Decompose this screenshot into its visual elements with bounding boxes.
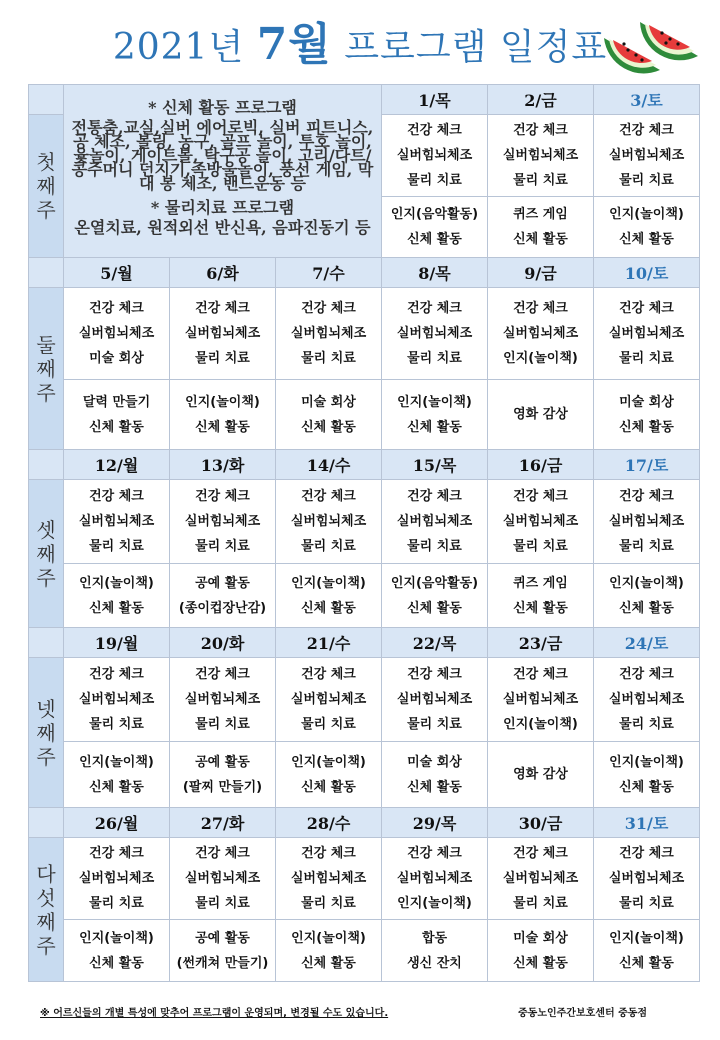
activity-line: 미술 회상 (513, 930, 568, 946)
info-body-therapy: 온열치료, 원적외선 반신욕, 음파진동기 등 (74, 218, 371, 237)
date-cell: 8/목 (382, 258, 488, 288)
schedule-row-afternoon (29, 742, 700, 808)
activity-line: 물리 치료 (195, 896, 250, 911)
activity-line: 물리 치료 (619, 896, 674, 911)
activity-line: 신체 활동 (407, 779, 462, 795)
footer-note: ※ 어르신들의 개별 특성에 맞추어 프로그램이 운영되며, 변경될 수도 있습니다. (40, 1008, 389, 1019)
activity-line: 실버힘뇌체조 (396, 148, 473, 163)
activity-line: 건강 체크 (619, 667, 674, 682)
date-cell: 12/월 (64, 450, 170, 480)
date-cell: 15/목 (382, 450, 488, 480)
activity-line: 신체 활동 (407, 232, 462, 247)
activity-cell (488, 564, 594, 628)
activity-cell (64, 742, 170, 808)
activity-line: 신체 활동 (89, 600, 144, 616)
activity-line: 인지(놀이책) (609, 754, 684, 770)
activity-line: 건강 체크 (407, 301, 462, 316)
activity-line: 인지(놀이책) (609, 930, 684, 946)
week-label-cell (29, 288, 64, 450)
date-cell: 21/수 (276, 628, 382, 658)
date-cell: 7/수 (276, 258, 382, 288)
activity-line: 물리 치료 (407, 717, 462, 732)
activity-cell (594, 115, 700, 197)
activity-line: 물리 치료 (301, 896, 356, 911)
activity-line: 건강 체크 (89, 846, 144, 861)
activity-line: 실버힘뇌체조 (290, 692, 367, 707)
activity-line: 실버힘뇌체조 (396, 692, 473, 707)
date-cell: 13/화 (170, 450, 276, 480)
activity-line: 공예 활동 (195, 754, 250, 770)
info-body-physical: 전통춤,교실,실버 에어로빅, 실버 피트니스, 공 체조, 볼링, 농구, 골프 놀이, 투호 놀이, 윷놀이, 게이트볼, 탁구공 놀이, 고리/다트/ 콩주머니 던지기,족방울놀이, 풍선 게임, 막대 봉 체조, 밴드운동 등 (71, 118, 374, 193)
week-header-cell (29, 808, 64, 838)
activity-line: (썬캐쳐 만들기) (176, 955, 269, 971)
activity-line: 실버힘뇌체조 (608, 514, 685, 529)
activity-line: 건강 체크 (407, 489, 462, 504)
activity-line: 실버힘뇌체조 (184, 871, 261, 886)
title-month: 7월 (256, 19, 332, 70)
activity-line: 물리 치료 (513, 539, 568, 554)
activity-cell (276, 920, 382, 982)
date-cell: 22/목 (382, 628, 488, 658)
activity-line: 실버힘뇌체조 (502, 326, 579, 341)
activity-cell (488, 658, 594, 742)
activity-line: 퀴즈 게임 (513, 207, 568, 222)
activity-line: 인지(놀이책) (185, 394, 260, 410)
activity-cell (170, 658, 276, 742)
activity-line: 물리 치료 (301, 539, 356, 554)
date-row (29, 450, 700, 480)
activity-line: 실버힘뇌체조 (502, 514, 579, 529)
activity-line: 미술 회상 (301, 394, 356, 410)
activity-line: 신체 활동 (619, 779, 674, 795)
activity-line: 건강 체크 (195, 846, 250, 861)
activity-cell (382, 288, 488, 380)
activity-line: 건강 체크 (195, 301, 250, 316)
date-cell: 9/금 (488, 258, 594, 288)
activity-cell (64, 288, 170, 380)
date-cell: 31/토 (594, 808, 700, 838)
activity-line: 건강 체크 (89, 301, 144, 316)
activity-cell (488, 288, 594, 380)
week-label: 셋째주 (36, 517, 56, 590)
activity-line: 건강 체크 (89, 667, 144, 682)
activity-line: 실버힘뇌체조 (290, 514, 367, 529)
activity-line: 생신 잔치 (407, 955, 462, 971)
date-cell: 23/금 (488, 628, 594, 658)
activity-cell (594, 380, 700, 450)
date-row (29, 628, 700, 658)
date-cell: 20/화 (170, 628, 276, 658)
activity-cell (276, 658, 382, 742)
date-cell: 5/월 (64, 258, 170, 288)
activity-line: 신체 활동 (619, 955, 674, 971)
watermelon-slice-icon (600, 8, 700, 78)
week-header-cell (29, 628, 64, 658)
activity-line: 물리 치료 (619, 717, 674, 732)
activity-line: 물리 치료 (89, 717, 144, 732)
activity-cell (382, 564, 488, 628)
activity-line: 실버힘뇌체조 (290, 326, 367, 341)
activity-cell (488, 480, 594, 564)
activity-line: 신체 활동 (301, 955, 356, 971)
activity-cell (276, 564, 382, 628)
schedule-row-morning (29, 288, 700, 380)
activity-line: 건강 체크 (513, 667, 568, 682)
activity-cell (382, 380, 488, 450)
week-label-cell (29, 480, 64, 628)
week-label: 둘째주 (36, 332, 56, 405)
activity-line: 신체 활동 (407, 600, 462, 616)
activity-cell (276, 380, 382, 450)
activity-line: 건강 체크 (407, 123, 462, 138)
activity-line: 물리 치료 (195, 717, 250, 732)
activity-cell (276, 838, 382, 920)
activity-line: 신체 활동 (89, 955, 144, 971)
date-cell: 16/금 (488, 450, 594, 480)
activity-line: 건강 체크 (619, 301, 674, 316)
activity-cell (170, 288, 276, 380)
date-cell: 24/토 (594, 628, 700, 658)
activity-cell (382, 480, 488, 564)
date-cell: 28/수 (276, 808, 382, 838)
week-header-cell (29, 85, 64, 115)
activity-cell (170, 920, 276, 982)
activity-line: 물리 치료 (407, 173, 462, 188)
date-cell: 14/수 (276, 450, 382, 480)
activity-line: 건강 체크 (513, 301, 568, 316)
date-cell: 17/토 (594, 450, 700, 480)
activity-line: 인지(음악활동) (390, 207, 479, 222)
title-year: 2021년 (112, 27, 245, 68)
activity-line: 인지(놀이책) (291, 754, 366, 770)
activity-line: 건강 체크 (89, 489, 144, 504)
activity-line: 실버힘뇌체조 (608, 692, 685, 707)
activity-line: 실버힘뇌체조 (78, 871, 155, 886)
activity-line: 물리 치료 (513, 896, 568, 911)
activity-cell (64, 838, 170, 920)
activity-line: 물리 치료 (407, 539, 462, 554)
activity-line: 미술 회상 (89, 351, 144, 366)
activity-line: 신체 활동 (89, 419, 144, 435)
activity-cell (382, 115, 488, 197)
activity-cell (64, 480, 170, 564)
schedule-row-morning (29, 480, 700, 564)
activity-cell (64, 658, 170, 742)
activity-line: 물리 치료 (89, 539, 144, 554)
footer-organization: 중동노인주간보호센터 중동점 (518, 1008, 648, 1019)
activity-line: 실버힘뇌체조 (290, 871, 367, 886)
activity-line: 실버힘뇌체조 (184, 514, 261, 529)
activity-line: (팔찌 만들기) (182, 779, 263, 795)
activity-cell (488, 197, 594, 258)
activity-line: 물리 치료 (301, 717, 356, 732)
activity-line: 실버힘뇌체조 (184, 692, 261, 707)
activity-line: 실버힘뇌체조 (78, 514, 155, 529)
activity-line: 건강 체크 (195, 667, 250, 682)
activity-line: 영화 감상 (513, 407, 568, 422)
activity-cell (488, 838, 594, 920)
activity-cell (170, 742, 276, 808)
activity-line: 건강 체크 (301, 667, 356, 682)
activity-line: 신체 활동 (619, 419, 674, 435)
activity-line: 물리 치료 (301, 351, 356, 366)
activity-line: 물리 치료 (619, 351, 674, 366)
schedule-row-morning (29, 658, 700, 742)
activity-line: 인지(놀이책) (503, 717, 578, 732)
activity-cell (276, 480, 382, 564)
activity-line: 실버힘뇌체조 (396, 871, 473, 886)
activity-cell (170, 838, 276, 920)
activity-line: 영화 감상 (513, 767, 568, 782)
activity-cell (594, 838, 700, 920)
activity-line: 인지(놀이책) (397, 896, 472, 911)
activity-cell (594, 658, 700, 742)
date-cell: 27/화 (170, 808, 276, 838)
activity-line: 건강 체크 (513, 489, 568, 504)
activity-line: 건강 체크 (195, 489, 250, 504)
week-header-cell (29, 450, 64, 480)
activity-line: 물리 치료 (89, 896, 144, 911)
activity-line: 미술 회상 (407, 754, 462, 770)
activity-cell (594, 480, 700, 564)
activity-line: 공예 활동 (195, 930, 250, 946)
activity-cell (488, 380, 594, 450)
activity-line: 신체 활동 (619, 600, 674, 616)
activity-cell (488, 115, 594, 197)
date-cell: 29/목 (382, 808, 488, 838)
activity-line: 신체 활동 (301, 419, 356, 435)
date-row (29, 808, 700, 838)
activity-line: 건강 체크 (513, 846, 568, 861)
activity-line: 인지(놀이책) (397, 394, 472, 410)
activity-cell (382, 920, 488, 982)
week-label-cell (29, 115, 64, 258)
activity-line: 인지(음악활동) (390, 575, 479, 591)
schedule-row-afternoon (29, 380, 700, 450)
activity-line: 신체 활동 (301, 600, 356, 616)
activity-line: 인지(놀이책) (609, 207, 684, 222)
week-label: 다섯째주 (36, 861, 56, 958)
activity-cell (488, 920, 594, 982)
activity-line: 실버힘뇌체조 (608, 148, 685, 163)
activity-line: 실버힘뇌체조 (608, 326, 685, 341)
activity-line: 물리 치료 (195, 539, 250, 554)
activity-line: 건강 체크 (407, 846, 462, 861)
activity-line: 신체 활동 (301, 779, 356, 795)
activity-line: 인지(놀이책) (79, 754, 154, 770)
week-label-cell (29, 838, 64, 982)
schedule-row-morning (29, 838, 700, 920)
activity-line: 신체 활동 (89, 779, 144, 795)
activity-cell (64, 380, 170, 450)
activity-line: 실버힘뇌체조 (502, 692, 579, 707)
activity-cell (276, 742, 382, 808)
week-label: 첫째주 (36, 150, 56, 222)
activity-line: 물리 치료 (407, 351, 462, 366)
activity-cell (382, 838, 488, 920)
activity-cell (382, 742, 488, 808)
activity-line: 물리 치료 (619, 173, 674, 188)
date-cell: 6/화 (170, 258, 276, 288)
activity-cell (594, 742, 700, 808)
activity-line: 합동 (421, 930, 448, 946)
activity-cell (170, 380, 276, 450)
date-row (29, 85, 700, 115)
activity-line: 건강 체크 (407, 667, 462, 682)
activity-line: 실버힘뇌체조 (78, 692, 155, 707)
activity-cell (382, 658, 488, 742)
activity-line: 물리 치료 (619, 539, 674, 554)
activity-line: 미술 회상 (619, 394, 674, 410)
activity-line: (종이컵장난감) (178, 600, 267, 616)
activity-line: 인지(놀이책) (79, 930, 154, 946)
activity-line: 실버힘뇌체조 (184, 326, 261, 341)
activity-line: 건강 체크 (301, 489, 356, 504)
activity-line: 실버힘뇌체조 (396, 514, 473, 529)
week-label: 넷째주 (36, 696, 56, 769)
activity-line: 실버힘뇌체조 (608, 871, 685, 886)
activity-line: 공예 활동 (195, 575, 250, 591)
program-info-box (64, 85, 382, 258)
week-label-cell (29, 658, 64, 808)
date-cell: 26/월 (64, 808, 170, 838)
info-heading-physical: * 신체 활동 프로그램 (148, 98, 297, 117)
activity-line: 실버힘뇌체조 (78, 326, 155, 341)
activity-line: 건강 체크 (619, 123, 674, 138)
week-header-cell (29, 258, 64, 288)
info-heading-therapy: * 물리치료 프로그램 (150, 198, 295, 217)
activity-cell (594, 920, 700, 982)
schedule-row-afternoon (29, 920, 700, 982)
title-rest: 프로그램 일정표 (344, 27, 608, 68)
activity-line: 신체 활동 (195, 419, 250, 435)
date-cell: 2/금 (488, 85, 594, 115)
activity-line: 물리 치료 (195, 351, 250, 366)
activity-cell (64, 920, 170, 982)
activity-line: 실버힘뇌체조 (502, 148, 579, 163)
activity-line: 인지(놀이책) (609, 575, 684, 591)
activity-line: 실버힘뇌체조 (502, 871, 579, 886)
activity-line: 신체 활동 (513, 232, 568, 247)
activity-cell (170, 564, 276, 628)
activity-line: 인지(놀이책) (503, 351, 578, 366)
date-row (29, 258, 700, 288)
activity-cell (594, 197, 700, 258)
activity-line: 신체 활동 (513, 600, 568, 616)
activity-line: 실버힘뇌체조 (396, 326, 473, 341)
activity-line: 건강 체크 (301, 301, 356, 316)
activity-line: 건강 체크 (619, 846, 674, 861)
activity-cell (594, 564, 700, 628)
activity-line: 퀴즈 게임 (513, 575, 568, 591)
schedule-table (28, 84, 700, 982)
date-cell: 30/금 (488, 808, 594, 838)
activity-cell (594, 288, 700, 380)
activity-line: 건강 체크 (619, 489, 674, 504)
activity-line: 신체 활동 (407, 419, 462, 435)
activity-line: 물리 치료 (513, 173, 568, 188)
activity-line: 인지(놀이책) (291, 575, 366, 591)
activity-line: 건강 체크 (513, 123, 568, 138)
activity-cell (488, 742, 594, 808)
activity-line: 건강 체크 (301, 846, 356, 861)
activity-line: 신체 활동 (513, 955, 568, 971)
activity-line: 달력 만들기 (82, 394, 151, 410)
activity-line: 인지(놀이책) (291, 930, 366, 946)
activity-cell (276, 288, 382, 380)
schedule-row-afternoon (29, 564, 700, 628)
date-cell: 3/토 (594, 85, 700, 115)
activity-cell (382, 197, 488, 258)
date-cell: 1/목 (382, 85, 488, 115)
activity-line: 신체 활동 (619, 232, 674, 247)
activity-cell (170, 480, 276, 564)
activity-cell (64, 564, 170, 628)
date-cell: 10/토 (594, 258, 700, 288)
date-cell: 19/월 (64, 628, 170, 658)
activity-line: 인지(놀이책) (79, 575, 154, 591)
